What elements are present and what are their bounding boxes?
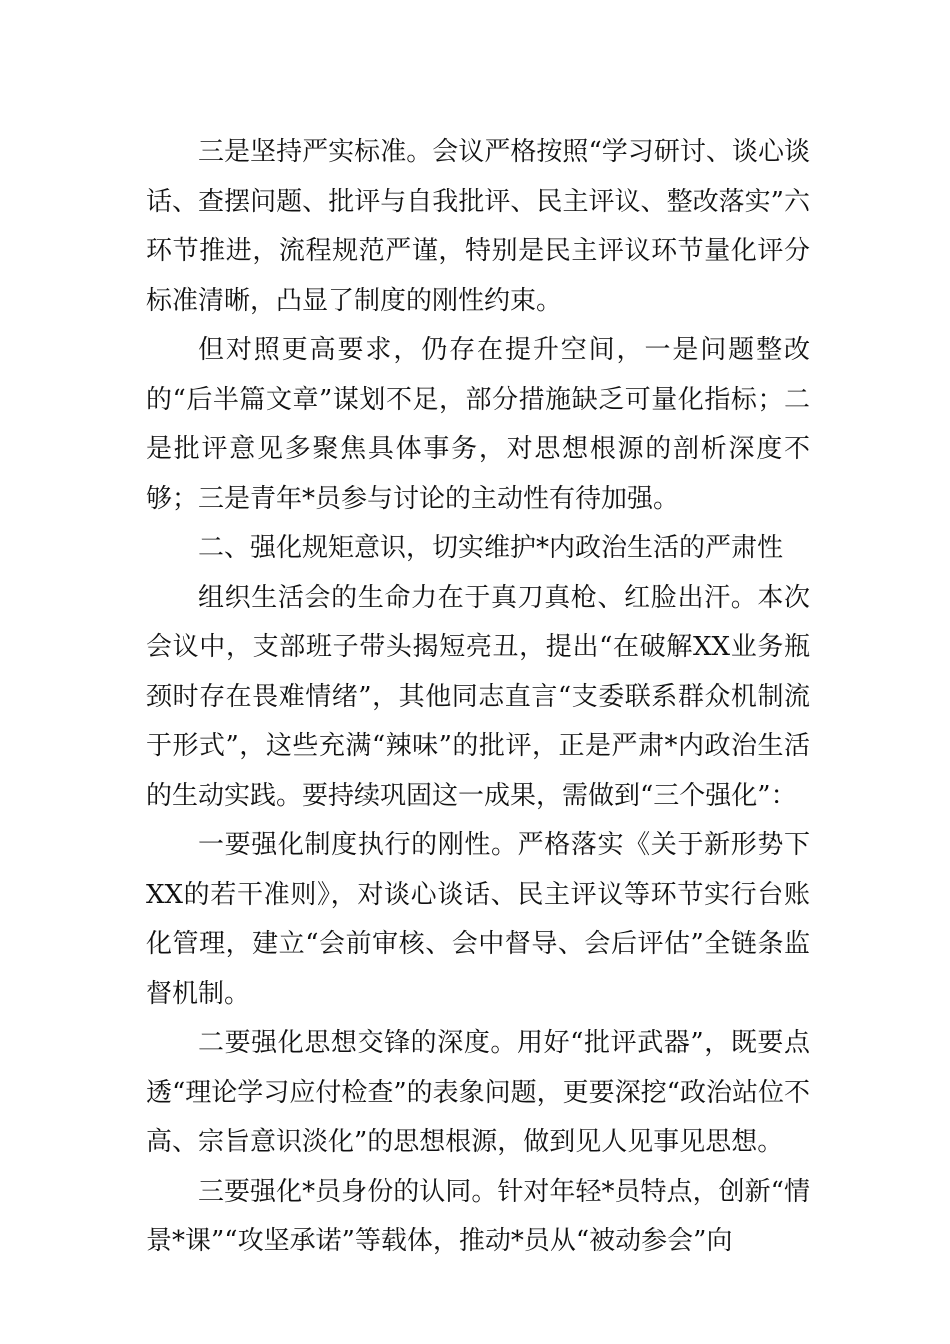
document-body [146, 128, 810, 1267]
paragraph-strict-standards: 三是坚持严实标准。会议严格按照“学习研讨、谈心谈话、查摆问题、批评与自我批评、民主评议、整改落实”六环节推进，流程规范严谨，特别是民主评议环节量化评分标准清晰，凸显了制度的刚性约束。 [146, 137, 810, 316]
paragraph-identity-recognition: 三要强化*员身份的认同。针对年轻*员特点，创新“情景*课”“攻坚承诺”等载体，推动*员从“被动参会”向 [146, 1176, 810, 1256]
paragraph-system-execution: 一要强化制度执行的刚性。严格落实《关于新形势下XX的若干准则》，对谈心谈话、民主评议等环节实行台账化管理，建立“会前审核、会中督导、会后评估”全链条监督机制。 [146, 830, 810, 1009]
paragraph-improvement-space: 但对照更高要求，仍存在提升空间，一是问题整改的“后半篇文章”谋划不足，部分措施缺乏可量化指标；二是批评意见多聚焦具体事务，对思想根源的剖析深度不够；三是青年*员参与讨论的主动性有待加强。 [146, 335, 810, 514]
paragraph-thought-exchange: 二要强化思想交锋的深度。用好“批评武器”，既要点透“理论学习应付检查”的表象问题，更要深挖“政治站位不高、宗旨意识淡化”的思想根源，做到见人见事见思想。 [146, 1028, 810, 1157]
section-heading-rules-awareness: 二、强化规矩意识，切实维护*内政治生活的严肃性 [198, 533, 784, 563]
paragraph-meeting-vitality: 组织生活会的生命力在于真刀真枪、红脸出汗。本次会议中，支部班子带头揭短亮丑，提出“在破解XX业务瓶颈时存在畏难情绪”，其他同志直言“支委联系群众机制流于形式”，这些充满“辣味”的批评，正是严肃*内政治生活的生动实践。要持续巩固这一成果，需做到“三个强化”： [146, 582, 810, 811]
